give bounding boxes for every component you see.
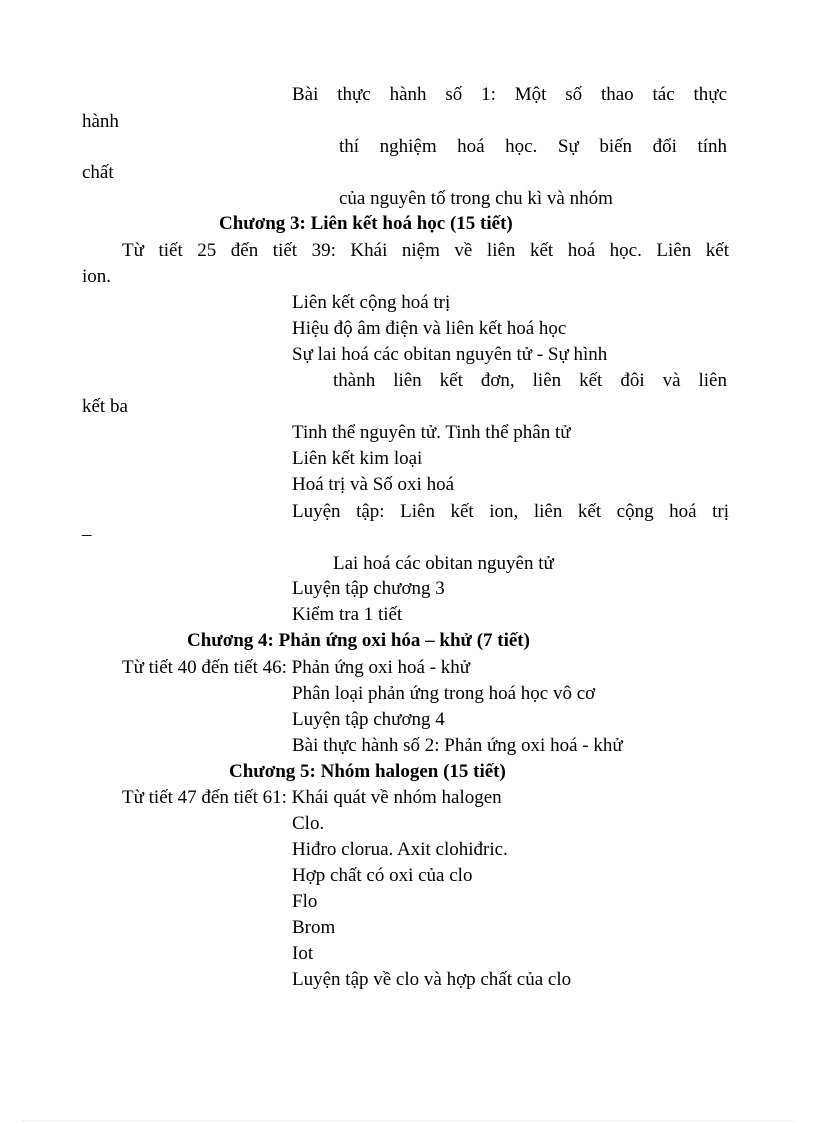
text-line: Từ tiết 40 đến tiết 46: Phản ứng oxi hoá - khử [122,657,471,678]
text-line: Luyện tập về clo và hợp chất của clo [292,969,572,990]
text-line: Iot [292,943,314,964]
text-line: Brom [292,917,336,938]
text-line: Từ tiết 47 đến tiết 61: Khái quát về nhóm halogen [122,787,502,808]
chapter-heading: Chương 3: Liên kết hoá học (15 tiết) [219,213,513,234]
text-line: thí nghiệm hoá học. Sự biến đổi tính [339,136,727,157]
text-line: chất [82,162,114,183]
text-line: của nguyên tố trong chu kì và nhóm [339,188,613,209]
text-line: Lai hoá các obitan nguyên tử [333,553,554,574]
text-line: Phân loại phản ứng trong hoá học vô cơ [292,683,596,704]
text-line: ion. [82,266,112,287]
text-line: Hiệu độ âm điện và liên kết hoá học [292,318,567,339]
text-line: Hiđro clorua. Axit clohiđric. [292,839,508,860]
text-line: Hoá trị và Số oxi hoá [292,474,455,495]
text-line: Bài thực hành số 1: Một số thao tác thực [292,84,727,105]
text-line: – [82,524,92,545]
text-line: Clo. [292,813,325,834]
text-line: Kiểm tra 1 tiết [292,604,403,625]
chapter-heading: Chương 5: Nhóm halogen (15 tiết) [229,761,506,782]
text-line: kết ba [82,396,128,417]
text-line: Luyện tập chương 4 [292,709,445,730]
chapter-heading: Chương 4: Phản ứng oxi hóa – khử (7 tiết) [187,630,530,651]
text-line: Liên kết kim loại [292,448,423,469]
text-line: Tinh thể nguyên tử. Tinh thể phân tử [292,422,571,443]
text-line: Flo [292,891,318,912]
page-bottom-divider [22,1120,794,1121]
text-line: thành liên kết đơn, liên kết đôi và liên [333,370,727,391]
text-line: Sự lai hoá các obitan nguyên tử - Sự hình [292,344,608,365]
text-line: Hợp chất có oxi của clo [292,865,473,886]
text-line: Luyện tập chương 3 [292,578,445,599]
text-line: hành [82,111,119,132]
text-line: Liên kết cộng hoá trị [292,292,451,313]
text-line: Luyện tập: Liên kết ion, liên kết cộng hoá trị [292,501,729,522]
text-line: Bài thực hành số 2: Phản ứng oxi hoá - khử [292,735,623,756]
text-line: Từ tiết 25 đến tiết 39: Khái niệm về liên kết hoá học. Liên kết [122,240,729,261]
